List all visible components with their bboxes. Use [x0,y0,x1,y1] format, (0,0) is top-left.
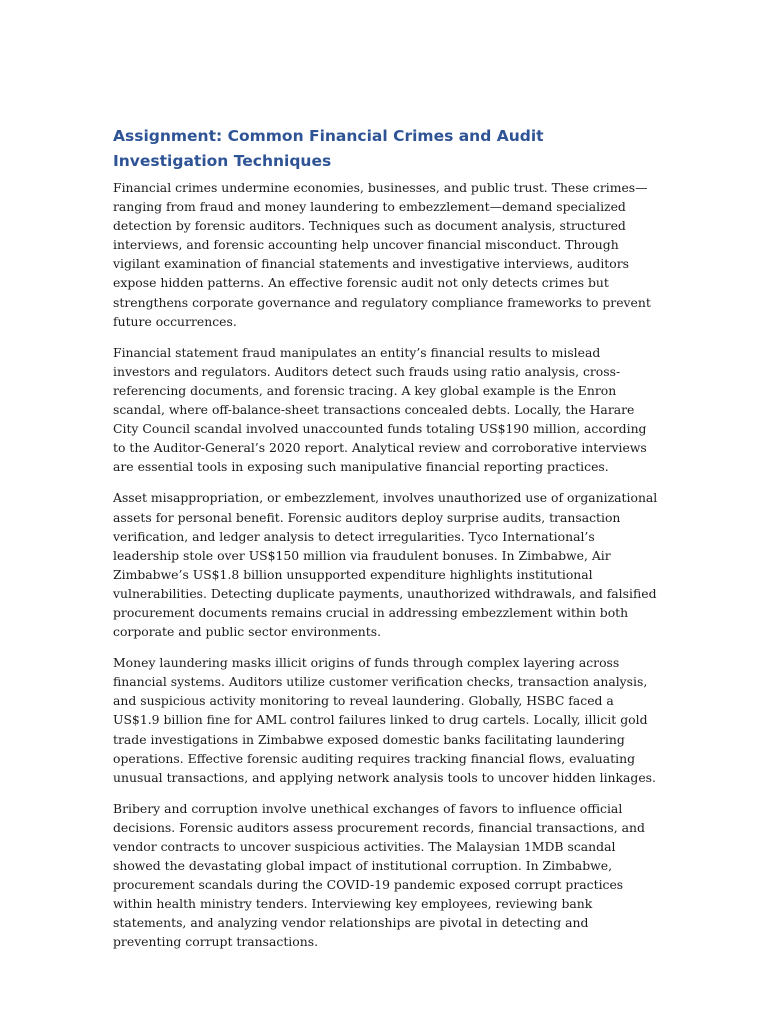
paragraph-money-laundering: Money laundering masks illicit origins of funds through complex layering across financial systems. Auditors utilize customer verification checks, transaction analysis, and suspicious activity monitoring to reveal laundering. Globally, HSBC faced a US$1.9 billion fine for AML control failures linked to drug cartels. Locally, illicit gold trade investigations in Zimbabwe exposed domestic banks facilitating laundering operations. Effective forensic auditing requires tracking financial flows, evaluating unusual transactions, and applying network analysis tools to uncover hidden linkages. [113,655,656,785]
document-body [113,124,658,964]
document-title: Assignment: Common Financial Crimes and Audit Investigation Techniques [113,127,544,170]
paragraph-bribery-corruption: Bribery and corruption involve unethical exchanges of favors to influence official decisions. Forensic auditors assess procurement records, financial transactions, and vendor contracts to uncover suspicious activities. The Malaysian 1MDB scandal showed the devastating global impact of institutional corruption. In Zimbabwe, procurement scandals during the COVID-19 pandemic exposed corrupt practices within health ministry tenders. Interviewing key employees, reviewing bank statements, and analyzing vendor relationships are pivotal in detecting and preventing corrupt transactions. [113,800,645,950]
paragraph-introduction: Financial crimes undermine economies, businesses, and public trust. These crimes—ranging from fraud and money laundering to embezzlement—demand specialized detection by forensic auditors. Techniques such as document analysis, structured interviews, and forensic accounting help uncover financial misconduct. Through vigilant examination of financial statements and investigative interviews, auditors expose hidden patterns. An effective forensic audit not only detects crimes but strengthens corporate governance and regulatory compliance frameworks to prevent future occurrences. [113,180,651,329]
paragraph-financial-statement-fraud: Financial statement fraud manipulates an entity’s financial results to mislead investors and regulators. Auditors detect such frauds using ratio analysis, cross-referencing documents, and forensic tracing. A key global example is the Enron scandal, where off-balance-sheet transactions concealed debts. Locally, the Harare City Council scandal involved unaccounted funds totaling US$190 million, according to the Auditor-General’s 2020 report. Analytical review and corroborative interviews are essential tools in exposing such manipulative financial reporting practices. [113,344,647,475]
paragraph-asset-misappropriation: Asset misappropriation, or embezzlement, involves unauthorized use of organizational assets for personal benefit. Forensic auditors deploy surprise audits, transaction verification, and ledger analysis to detect irregularities. Tyco International’s leadership stole over US$150 million via fraudulent bonuses. In Zimbabwe, Air Zimbabwe’s US$1.8 billion unsupported expenditure highlights institutional vulnerabilities. Detecting duplicate payments, unauthorized withdrawals, and falsified procurement documents remains crucial in addressing embezzlement within both corporate and public sector environments. [113,490,658,640]
